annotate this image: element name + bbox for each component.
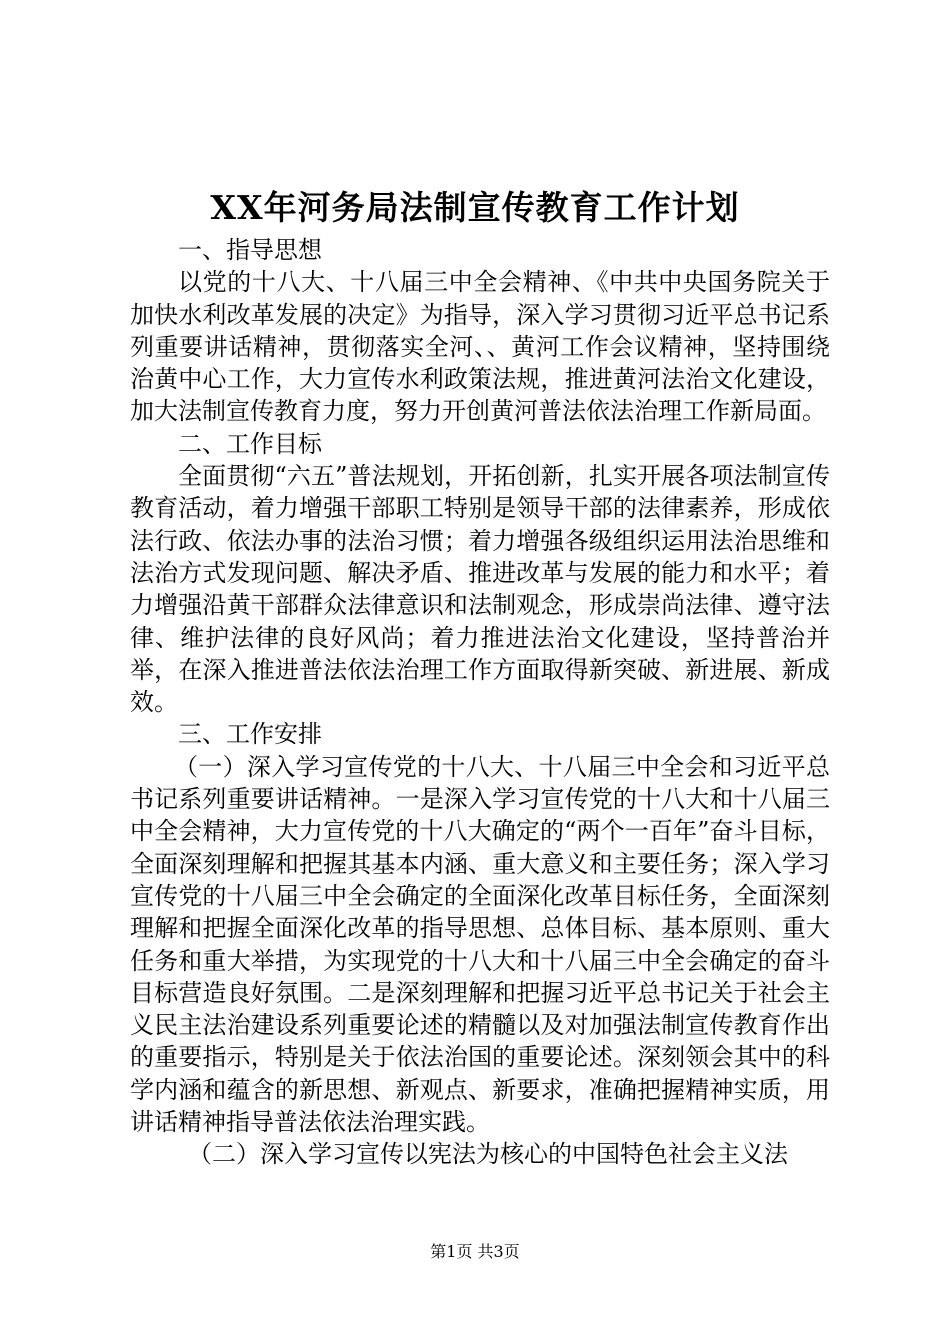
document-title: XX年河务局法制宣传教育工作计划: [210, 188, 740, 227]
section-heading-guiding-ideology: 一、指导思想: [178, 236, 322, 264]
paragraph-guiding-ideology: 以党的十八大、十八届三中全会精神、《中共中央国务院关于加快水利改革发展的决定》为指导，深入学习贯彻习近平总书记系列重要讲话精神，贯彻落实全河、、黄河工作会议精神，坚持围绕治黄中心工作，大力宣传水利政策法规，推进黄河法治文化建设，加大法制宣传教育力度，努力开创黄河普法依法治理工作新局面。: [130, 268, 830, 426]
section-heading-work-arrangements: 三、工作安排: [178, 720, 322, 749]
paragraph-arrangement-one: （一）深入学习宣传党的十八大、十八届三中全会和习近平总书记系列重要讲话精神。一是深入学习宣传党的十八大和十八届三中全会精神，大力宣传党的十八大确定的“两个一百年”奋斗目标，全面深刻理解和把握其基本内涵、重大意义和主要任务；深入学习宣传党的十八届三中全会确定的全面深化改革目标任务，全面深刻理解和把握全面深化改革的指导思想、总体目标、基本原则、重大任务和重大举措，为实现党的十八大和十八届三中全会确定的奋斗目标营造良好氛围。二是深刻理解和把握习近平总书记关于社会主义民主法治建设系列重要论述的精髓以及对加强法制宣传教育作出的重要指示，特别是关于依法治国的重要论述。深刻领会其中的科学内涵和蕴含的新思想、新观点、新要求，准确把握精神实质，用讲话精神指导普法依法治理实践。: [130, 752, 830, 1137]
section-heading-work-goals: 二、工作目标: [178, 429, 322, 458]
paragraph-arrangement-two: （二）深入学习宣传以宪法为核心的中国特色社会主义法: [188, 1140, 788, 1169]
paragraph-work-goals: 全面贯彻“六五”普法规划，开拓创新，扎实开展各项法制宣传教育活动，着力增强干部职工特别是领导干部的法律素养，形成依法行政、依法办事的法治习惯；着力增强各级组织运用法治思维和法治方式发现问题、解决矛盾、推进改革与发展的能力和水平；着力增强沿黄干部群众法律意识和法制观念，形成崇尚法律、遵守法律、维护法律的良好风尚；着力推进法治文化建设，坚持普治并举，在深入推进普法依法治理工作方面取得新突破、新进展、新成效。: [130, 462, 830, 717]
document-body: [130, 234, 830, 1171]
page-number-footer: 第1页 共3页: [430, 1242, 520, 1261]
